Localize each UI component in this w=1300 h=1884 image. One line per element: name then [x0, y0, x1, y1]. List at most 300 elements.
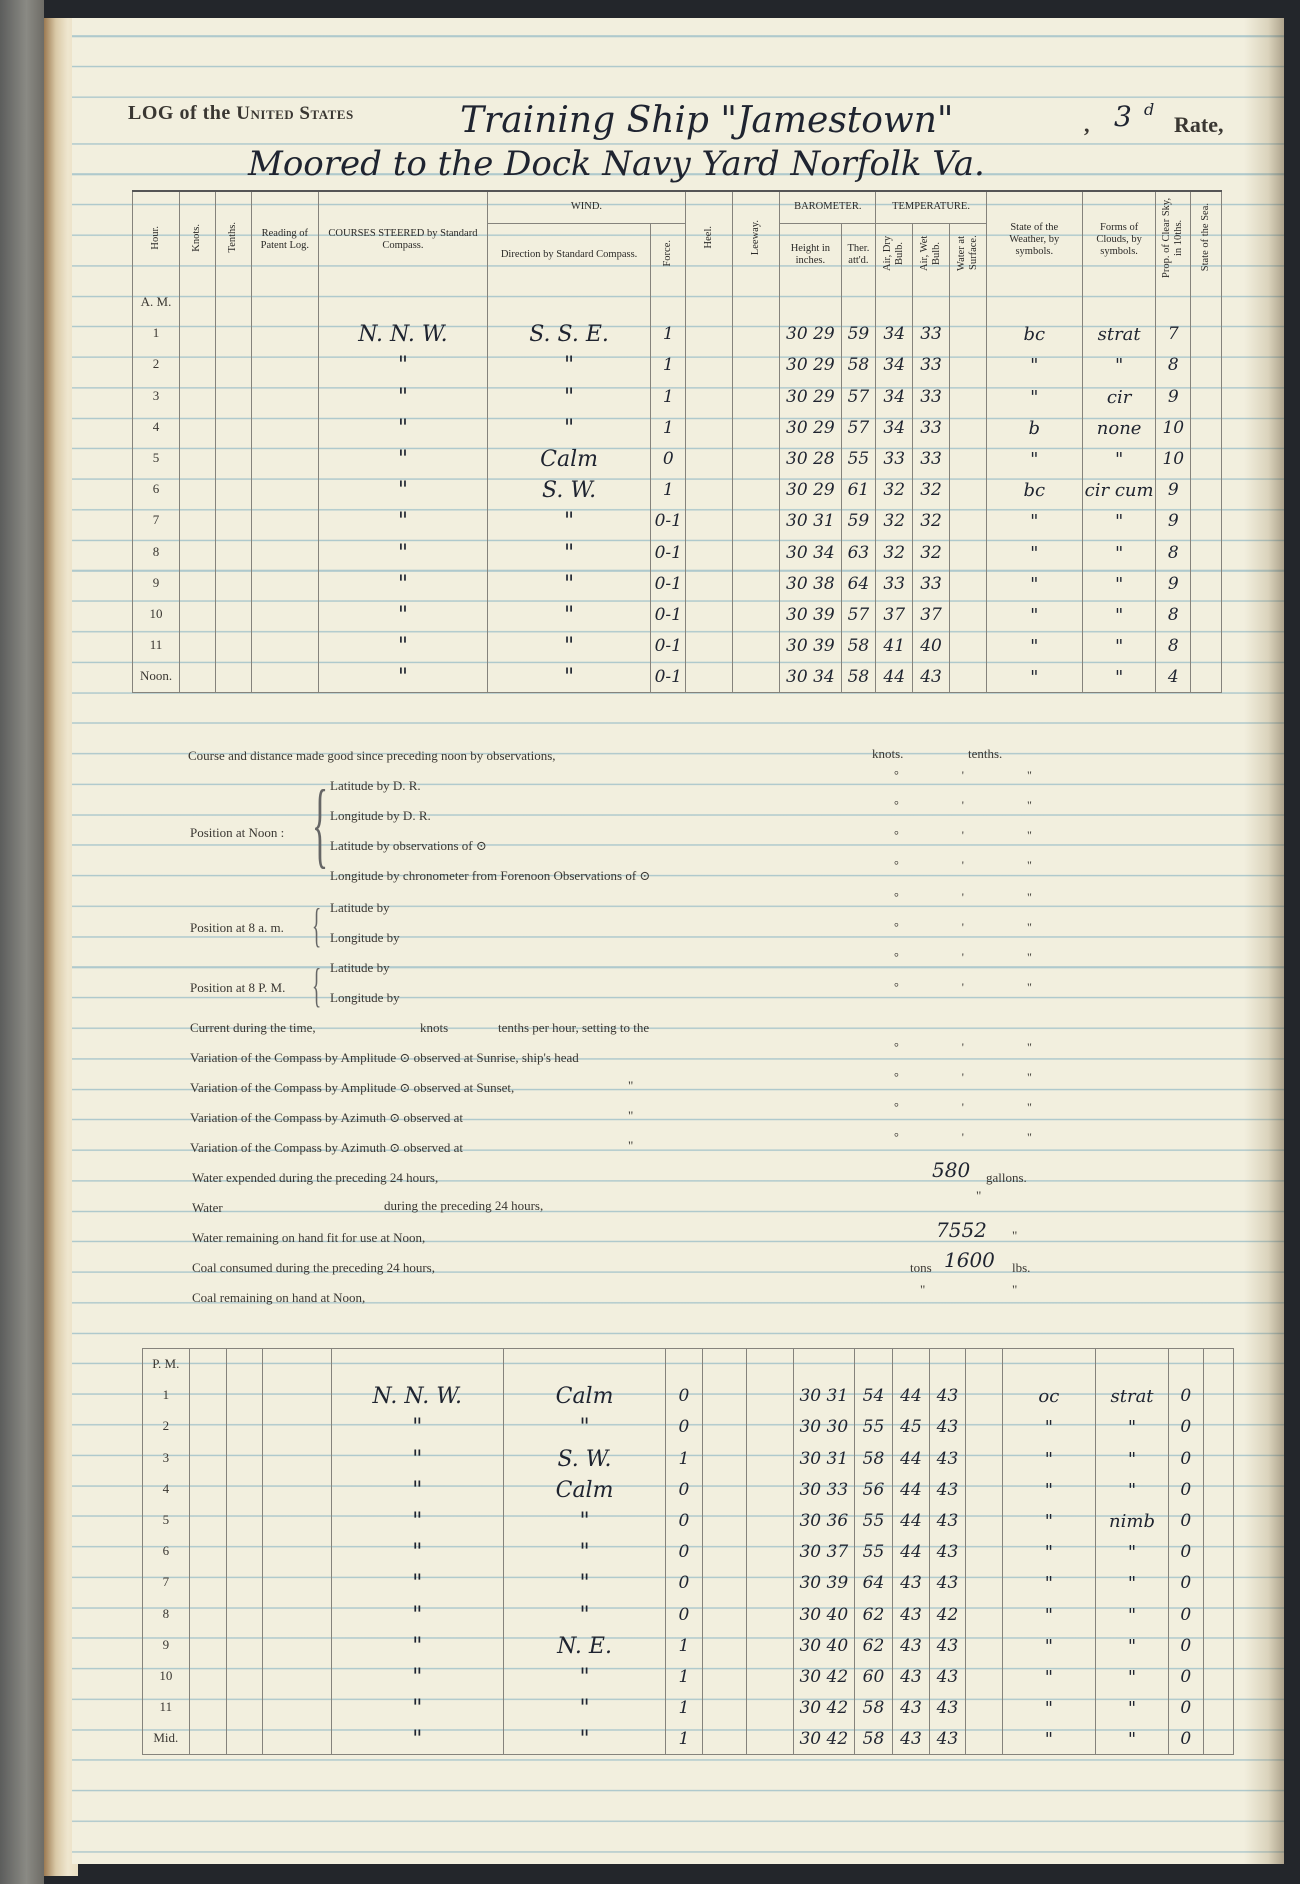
water-expended-label: Water expended during the preceding 24 hours, — [192, 1170, 439, 1185]
am-empty-cell — [180, 568, 216, 599]
am-empty-cell — [215, 568, 251, 599]
am-force-cell: 1 — [651, 474, 686, 505]
am-hour-cell: 8 — [133, 536, 180, 567]
pm-empty-cell — [966, 1474, 1003, 1505]
pm-empty-cell — [966, 1630, 1003, 1661]
pm-course-cell: " — [331, 1411, 503, 1442]
pm-empty-cell — [702, 1567, 747, 1598]
pm-clear-cell: 0 — [1169, 1411, 1203, 1442]
am-empty-cell — [180, 474, 216, 505]
pm-clouds-cell: " — [1096, 1630, 1169, 1661]
pm-ther-cell: 62 — [854, 1630, 893, 1661]
am-empty-cell — [1191, 412, 1222, 443]
log-page — [72, 18, 1284, 1864]
pm-baro-cell: 30 40 — [793, 1630, 854, 1661]
am-ther-cell: 58 — [841, 630, 876, 661]
am-clouds-cell: none — [1082, 412, 1156, 443]
pm-empty-cell — [227, 1380, 262, 1411]
lat-obs-label: Latitude by observations of ⊙ — [330, 838, 487, 853]
am-dry-cell: 33 — [876, 568, 913, 599]
am-wind-dir-cell: " — [487, 412, 651, 443]
pm-empty-cell — [747, 1474, 794, 1505]
pm-dry-cell: 44 — [893, 1505, 930, 1536]
pm-empty-cell — [1203, 1380, 1234, 1411]
lat-8am-label: Latitude by — [330, 900, 390, 915]
am-empty-cell — [251, 505, 318, 536]
tenths-label: tenths. — [968, 746, 1003, 761]
col-temperature: TEMPERATURE. — [876, 191, 986, 223]
pm-force-cell: 0 — [666, 1536, 703, 1567]
col-baro-ther: Ther. att'd. — [841, 223, 876, 287]
am-row — [133, 349, 1222, 380]
pm-hour-cell: Mid. — [143, 1723, 190, 1755]
am-empty-cell — [733, 536, 780, 567]
am-empty-cell — [733, 599, 780, 630]
pm-empty-cell — [189, 1380, 227, 1411]
am-empty-cell — [1191, 505, 1222, 536]
am-row — [133, 474, 1222, 505]
log-title — [128, 102, 354, 125]
am-course-cell: " — [319, 505, 488, 536]
am-weather-cell: " — [986, 380, 1082, 411]
pm-empty-cell — [227, 1630, 262, 1661]
am-ther-cell: 57 — [841, 412, 876, 443]
pm-wet-cell: 43 — [929, 1536, 966, 1567]
am-row — [133, 661, 1222, 693]
ditto-water: " — [976, 1188, 982, 1203]
dms-lat-obs: ° ' " — [894, 828, 1062, 842]
am-empty-cell — [686, 599, 733, 630]
lat-dr-label: Latitude by D. R. — [330, 778, 421, 793]
pm-course-cell: " — [331, 1567, 503, 1598]
col-air-wet: Air, Wet Bulb. — [913, 223, 950, 287]
am-empty-cell — [215, 536, 251, 567]
pm-course-cell: " — [331, 1723, 503, 1755]
water-during-label: during the preceding 24 hours, — [384, 1198, 544, 1213]
am-empty-cell — [686, 412, 733, 443]
col-weather: State of the Weather, by symbols. — [986, 191, 1082, 287]
pm-empty-cell — [262, 1411, 331, 1442]
am-empty-cell — [686, 349, 733, 380]
am-course-cell: " — [319, 349, 488, 380]
pm-dry-cell: 44 — [893, 1442, 930, 1473]
dms-lon-dr: ° ' " — [894, 798, 1062, 812]
pm-empty-cell — [747, 1536, 794, 1567]
am-wet-cell: 32 — [913, 474, 950, 505]
ditto-sunset: " — [628, 1078, 634, 1093]
am-empty-cell — [215, 412, 251, 443]
current-label-c: tenths per hour, setting to the — [498, 1020, 650, 1035]
am-empty-cell — [251, 536, 318, 567]
dms-var-az2: ° ' " — [894, 1130, 1062, 1144]
am-empty-cell — [1191, 661, 1222, 693]
am-baro-cell: 30 39 — [780, 630, 841, 661]
ditto-coal-tons: " — [920, 1282, 926, 1297]
am-row — [133, 380, 1222, 411]
am-dry-cell: 32 — [876, 505, 913, 536]
am-empty-cell — [1191, 568, 1222, 599]
am-ther-cell: 55 — [841, 443, 876, 474]
am-empty-cell — [251, 318, 318, 349]
pm-empty-cell — [1203, 1505, 1234, 1536]
pm-empty-cell — [747, 1567, 794, 1598]
pm-empty-cell — [189, 1723, 227, 1755]
am-weather-cell: " — [986, 349, 1082, 380]
pm-weather-cell: " — [1002, 1536, 1095, 1567]
lon-8pm-label: Longitude by — [330, 990, 400, 1005]
pm-empty-cell — [227, 1598, 262, 1629]
pm-empty-cell — [747, 1598, 794, 1629]
course-distance-label: Course and distance made good since preceding noon by observations, — [188, 748, 556, 763]
am-force-cell: 0-1 — [651, 661, 686, 693]
pm-clear-cell: 0 — [1169, 1505, 1203, 1536]
pm-dry-cell: 44 — [893, 1536, 930, 1567]
am-empty-cell — [949, 568, 986, 599]
dms-lat-8pm: ° ' " — [894, 950, 1062, 964]
pm-hour-cell: 8 — [143, 1598, 190, 1629]
pm-empty-cell — [262, 1536, 331, 1567]
rate-label: Rate, — [1174, 112, 1224, 137]
am-force-cell: 0-1 — [651, 630, 686, 661]
pm-baro-cell: 30 42 — [793, 1723, 854, 1755]
am-baro-cell: 30 31 — [780, 505, 841, 536]
pm-wet-cell: 43 — [929, 1630, 966, 1661]
am-empty-cell — [949, 349, 986, 380]
pm-wind-dir-cell: Calm — [503, 1380, 665, 1411]
gallons-label: gallons. — [986, 1170, 1027, 1185]
am-clear-cell: 8 — [1156, 536, 1191, 567]
pm-empty-cell — [747, 1661, 794, 1692]
am-hour-cell: 5 — [133, 443, 180, 474]
pm-dry-cell: 45 — [893, 1411, 930, 1442]
am-empty-cell — [215, 661, 251, 693]
pm-empty-cell — [702, 1630, 747, 1661]
pm-force-cell: 0 — [666, 1505, 703, 1536]
am-empty-cell — [733, 474, 780, 505]
am-wet-cell: 33 — [913, 380, 950, 411]
am-baro-cell: 30 39 — [780, 599, 841, 630]
am-empty-cell — [180, 536, 216, 567]
am-empty-cell — [215, 505, 251, 536]
am-empty-cell — [215, 630, 251, 661]
am-weather-cell: bc — [986, 474, 1082, 505]
pm-empty-cell — [966, 1505, 1003, 1536]
pm-clear-cell: 0 — [1169, 1536, 1203, 1567]
am-weather-cell: " — [986, 661, 1082, 693]
am-empty-cell — [251, 349, 318, 380]
am-empty-cell — [251, 412, 318, 443]
am-empty-cell — [686, 536, 733, 567]
ditto-coal-lbs: " — [1012, 1282, 1018, 1297]
pm-empty-cell — [747, 1723, 794, 1755]
pm-empty-cell — [702, 1723, 747, 1755]
pm-empty-cell — [1203, 1661, 1234, 1692]
pm-baro-cell: 30 42 — [793, 1692, 854, 1723]
pm-clouds-cell: " — [1096, 1442, 1169, 1473]
am-hour-cell: 9 — [133, 568, 180, 599]
am-empty-cell — [733, 568, 780, 599]
lat-8pm-label: Latitude by — [330, 960, 390, 975]
am-hour-cell: 4 — [133, 412, 180, 443]
am-weather-cell: " — [986, 505, 1082, 536]
pm-row — [143, 1723, 1234, 1755]
coal-consumed-label: Coal consumed during the preceding 24 hours, — [192, 1260, 435, 1275]
pm-wind-dir-cell: " — [503, 1598, 665, 1629]
pm-force-cell: 1 — [666, 1661, 703, 1692]
am-empty-cell — [180, 630, 216, 661]
dms-var-az1: ° ' " — [894, 1100, 1062, 1114]
am-force-cell: 0-1 — [651, 599, 686, 630]
pm-wind-dir-cell: N. E. — [503, 1630, 665, 1661]
am-clouds-cell: " — [1082, 536, 1156, 567]
var-sunset-label: Variation of the Compass by Amplitude ⊙ observed at Sunset, — [190, 1080, 515, 1095]
brace-8pm: { — [312, 959, 322, 1012]
pm-course-cell: " — [331, 1474, 503, 1505]
am-empty-cell — [1191, 349, 1222, 380]
am-empty-cell — [1191, 599, 1222, 630]
pm-empty-cell — [966, 1598, 1003, 1629]
pm-weather-cell: " — [1002, 1505, 1095, 1536]
am-ther-cell: 58 — [841, 661, 876, 693]
pm-force-cell: 0 — [666, 1567, 703, 1598]
pm-weather-cell: " — [1002, 1692, 1095, 1723]
pm-clouds-cell: strat — [1096, 1380, 1169, 1411]
pm-empty-cell — [1203, 1474, 1234, 1505]
am-hour-cell: 3 — [133, 380, 180, 411]
am-wet-cell: 33 — [913, 568, 950, 599]
pm-empty-cell — [1203, 1692, 1234, 1723]
pm-course-cell: " — [331, 1598, 503, 1629]
am-empty-cell — [180, 661, 216, 693]
ditto-remaining: " — [1012, 1228, 1018, 1243]
pm-ther-cell: 58 — [854, 1692, 893, 1723]
pm-empty-cell — [1203, 1411, 1234, 1442]
pm-empty-cell — [966, 1723, 1003, 1755]
current-label-a: Current during the time, — [190, 1020, 316, 1035]
coal-consumed-value: 1600 — [944, 1248, 995, 1272]
am-hour-cell: 11 — [133, 630, 180, 661]
am-hour-cell: 7 — [133, 505, 180, 536]
pm-empty-cell — [262, 1380, 331, 1411]
pm-wind-dir-cell: " — [503, 1692, 665, 1723]
pm-wind-dir-cell: " — [503, 1661, 665, 1692]
am-wet-cell: 32 — [913, 505, 950, 536]
pm-row — [143, 1661, 1234, 1692]
am-empty-cell — [215, 318, 251, 349]
pm-wet-cell: 43 — [929, 1505, 966, 1536]
am-wind-dir-cell: " — [487, 349, 651, 380]
am-baro-cell: 30 29 — [780, 474, 841, 505]
pm-row — [143, 1474, 1234, 1505]
scanner-background-left — [0, 0, 44, 1884]
pm-empty-cell — [262, 1692, 331, 1723]
am-empty-cell — [686, 474, 733, 505]
am-rows — [133, 287, 1222, 693]
position-8am-label: Position at 8 a. m. — [190, 920, 284, 935]
am-clear-cell: 8 — [1156, 630, 1191, 661]
tons-label: tons — [910, 1260, 932, 1275]
am-empty-cell — [686, 661, 733, 693]
am-weather-cell: " — [986, 599, 1082, 630]
pm-empty-cell — [227, 1411, 262, 1442]
am-empty-cell — [251, 661, 318, 693]
pm-ther-cell: 54 — [854, 1380, 893, 1411]
pm-clear-cell: 0 — [1169, 1661, 1203, 1692]
pm-empty-cell — [262, 1723, 331, 1755]
pm-ther-cell: 55 — [854, 1411, 893, 1442]
am-clear-cell: 7 — [1156, 318, 1191, 349]
am-ther-cell: 59 — [841, 318, 876, 349]
am-wet-cell: 33 — [913, 318, 950, 349]
am-dry-cell: 34 — [876, 380, 913, 411]
am-wind-dir-cell: " — [487, 599, 651, 630]
pm-wind-dir-cell: Calm — [503, 1474, 665, 1505]
pm-empty-cell — [966, 1536, 1003, 1567]
am-wind-dir-cell: " — [487, 661, 651, 693]
pm-clear-cell: 0 — [1169, 1474, 1203, 1505]
pm-empty-cell — [189, 1567, 227, 1598]
am-empty-cell — [1191, 318, 1222, 349]
am-dry-cell: 41 — [876, 630, 913, 661]
pm-empty-cell — [702, 1474, 747, 1505]
pm-row — [143, 1567, 1234, 1598]
col-knots: Knots. — [180, 191, 216, 287]
pm-empty-cell — [189, 1411, 227, 1442]
am-wind-dir-cell: " — [487, 505, 651, 536]
pm-empty-cell — [262, 1661, 331, 1692]
am-empty-cell — [949, 661, 986, 693]
dms-lat-8am: ° ' " — [894, 890, 1062, 904]
am-empty-cell — [180, 599, 216, 630]
am-clear-cell: 10 — [1156, 443, 1191, 474]
am-wet-cell: 40 — [913, 630, 950, 661]
pm-hour-cell: 3 — [143, 1442, 190, 1473]
dms-lon-8pm: ° ' " — [894, 980, 1062, 994]
am-empty-cell — [215, 349, 251, 380]
pm-weather-cell: " — [1002, 1567, 1095, 1598]
dms-var-sunrise: ° ' " — [894, 1040, 1062, 1054]
pm-empty-cell — [702, 1442, 747, 1473]
pm-weather-cell: " — [1002, 1630, 1095, 1661]
pm-row — [143, 1380, 1234, 1411]
pm-course-cell: " — [331, 1536, 503, 1567]
pm-wind-dir-cell: " — [503, 1567, 665, 1598]
dms-lon-chron: ° ' " — [894, 858, 1062, 872]
pm-weather-cell: " — [1002, 1411, 1095, 1442]
page-edge-shadow — [1244, 18, 1284, 1864]
am-wind-dir-cell: " — [487, 380, 651, 411]
pm-ther-cell: 58 — [854, 1723, 893, 1755]
am-empty-cell — [215, 380, 251, 411]
am-ther-cell: 57 — [841, 599, 876, 630]
am-empty-cell — [251, 474, 318, 505]
lbs-label: lbs. — [1012, 1260, 1031, 1275]
am-clouds-cell: " — [1082, 443, 1156, 474]
pm-dry-cell: 44 — [893, 1380, 930, 1411]
pm-wind-dir-cell: " — [503, 1536, 665, 1567]
col-hour: Hour. — [133, 191, 180, 287]
lon-8am-label: Longitude by — [330, 930, 400, 945]
am-clear-cell: 9 — [1156, 380, 1191, 411]
pm-hour-cell: 4 — [143, 1474, 190, 1505]
am-empty-cell — [1191, 474, 1222, 505]
pm-empty-cell — [227, 1723, 262, 1755]
am-empty-cell — [949, 536, 986, 567]
pm-course-cell: N. N. W. — [331, 1380, 503, 1411]
pm-empty-cell — [702, 1598, 747, 1629]
am-wet-cell: 33 — [913, 349, 950, 380]
am-empty-cell — [1191, 536, 1222, 567]
am-ther-cell: 61 — [841, 474, 876, 505]
pm-empty-cell — [1203, 1567, 1234, 1598]
am-hour-cell: 1 — [133, 318, 180, 349]
pm-empty-cell — [189, 1598, 227, 1629]
pm-baro-cell: 30 36 — [793, 1505, 854, 1536]
am-row — [133, 599, 1222, 630]
am-clouds-cell: " — [1082, 505, 1156, 536]
am-weather-cell: bc — [986, 318, 1082, 349]
am-empty-cell — [180, 349, 216, 380]
pm-clear-cell: 0 — [1169, 1630, 1203, 1661]
pm-ther-cell: 58 — [854, 1442, 893, 1473]
pm-course-cell: " — [331, 1442, 503, 1473]
pm-clear-cell: 0 — [1169, 1380, 1203, 1411]
pm-course-cell: " — [331, 1505, 503, 1536]
am-clear-cell: 9 — [1156, 505, 1191, 536]
am-wet-cell: 43 — [913, 661, 950, 693]
am-empty-cell — [686, 318, 733, 349]
am-empty-cell — [1191, 630, 1222, 661]
pm-wind-dir-cell: " — [503, 1411, 665, 1442]
pm-dry-cell: 43 — [893, 1567, 930, 1598]
am-row — [133, 318, 1222, 349]
am-log-table — [132, 190, 1222, 693]
pm-wind-dir-cell: S. W. — [503, 1442, 665, 1473]
pm-hour-cell: 5 — [143, 1505, 190, 1536]
pm-empty-cell — [189, 1692, 227, 1723]
pm-empty-cell — [702, 1692, 747, 1723]
pm-ther-cell: 55 — [854, 1505, 893, 1536]
pm-empty-cell — [262, 1474, 331, 1505]
am-empty-cell — [215, 599, 251, 630]
pm-baro-cell: 30 31 — [793, 1380, 854, 1411]
pm-weather-cell: " — [1002, 1661, 1095, 1692]
am-weather-cell: " — [986, 630, 1082, 661]
var-sunrise-label: Variation of the Compass by Amplitude ⊙ observed at Sunrise, ship's head — [190, 1050, 579, 1065]
am-empty-cell — [251, 443, 318, 474]
am-force-cell: 0-1 — [651, 568, 686, 599]
pm-force-cell: 0 — [666, 1380, 703, 1411]
pm-ther-cell: 55 — [854, 1536, 893, 1567]
am-clouds-cell: cir — [1082, 380, 1156, 411]
title-united-states: United States — [236, 103, 354, 124]
am-row — [133, 630, 1222, 661]
pm-hour-cell: 2 — [143, 1411, 190, 1442]
am-baro-cell: 30 34 — [780, 536, 841, 567]
col-wind-force: Force. — [651, 223, 686, 287]
var-az2-label: Variation of the Compass by Azimuth ⊙ observed at — [190, 1140, 464, 1155]
am-force-cell: 0-1 — [651, 536, 686, 567]
pm-wet-cell: 43 — [929, 1692, 966, 1723]
pm-empty-cell — [747, 1630, 794, 1661]
am-weather-cell: " — [986, 443, 1082, 474]
pm-empty-cell — [189, 1442, 227, 1473]
am-empty-cell — [733, 443, 780, 474]
pm-dry-cell: 43 — [893, 1723, 930, 1755]
title-prefix: LOG of the — [128, 102, 231, 124]
pm-empty-cell — [189, 1505, 227, 1536]
am-force-cell: 1 — [651, 318, 686, 349]
